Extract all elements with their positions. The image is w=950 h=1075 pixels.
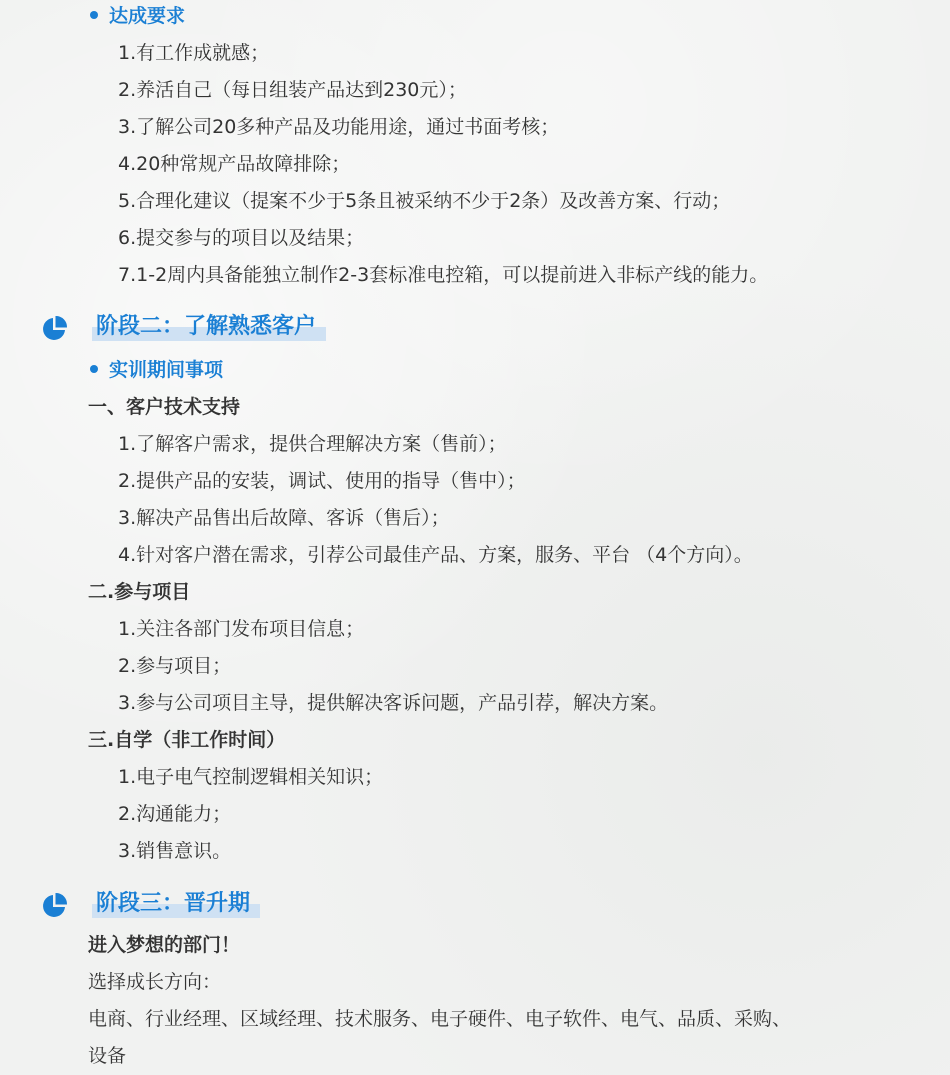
- dot-bullet-icon: [90, 11, 98, 19]
- group-heading: 三.自学（非工作时间）: [88, 729, 286, 751]
- section1-bullet-heading: 达成要求: [90, 3, 185, 29]
- list-item: 2.养活自己（每日组装产品达到230元）；: [118, 79, 467, 101]
- group-heading: 二.参与项目: [88, 581, 191, 603]
- list-item: 2.参与项目；: [118, 655, 232, 677]
- list-item: 3.了解公司20多种产品及功能用途，通过书面考核；: [118, 116, 560, 138]
- list-item: 1.电子电气控制逻辑相关知识；: [118, 766, 384, 788]
- stage3-directions-line1: 电商、行业经理、区域经理、技术服务、电子硬件、电子软件、电气、品质、采购、: [88, 1008, 792, 1030]
- list-item: 2.沟通能力；: [118, 803, 232, 825]
- stage3-directions-line2: 设备: [88, 1045, 127, 1067]
- list-item: 2.提供产品的安装，调试、使用的指导（售中）；: [118, 470, 526, 492]
- stage3-intro: 选择成长方向：: [88, 971, 222, 993]
- pie-chart-icon: [40, 315, 68, 343]
- list-item: 1.了解客户需求，提供合理解决方案（售前）；: [118, 433, 507, 455]
- list-item: 3.解决产品售出后故障、客诉（售后）；: [118, 507, 450, 529]
- stage3-title-wrap: [92, 889, 260, 919]
- stage3-heading: 进入梦想的部门！: [88, 934, 241, 956]
- group-heading: 一、客户技术支持: [88, 396, 241, 418]
- dot-bullet-icon: [90, 365, 98, 373]
- stage2-bullet-heading: 实训期间事项: [90, 357, 223, 383]
- stage2-title: 阶段二：了解熟悉客户: [96, 314, 317, 339]
- list-item: 7.1-2周内具备能独立制作2-3套标准电控箱，可以提前进入非标产线的能力。: [118, 264, 769, 286]
- list-item: 1.关注各部门发布项目信息；: [118, 618, 365, 640]
- list-item: 4.针对客户潜在需求，引荐公司最佳产品、方案，服务、平台 （4个方向）。: [118, 544, 753, 566]
- list-item: 4.20种常规产品故障排除；: [118, 153, 351, 175]
- stage3-title: 阶段三：晋升期: [96, 891, 251, 916]
- list-item: 5.合理化建议（提案不少于5条且被采纳不少于2条）及改善方案、行动；: [118, 190, 731, 212]
- list-item: 3.销售意识。: [118, 840, 232, 862]
- list-item: 6.提交参与的项目以及结果；: [118, 227, 365, 249]
- pie-chart-icon: [40, 892, 68, 920]
- stage2-title-wrap: [92, 312, 326, 342]
- list-item: 1.有工作成就感；: [118, 42, 270, 64]
- list-item: 3.参与公司项目主导，提供解决客诉问题，产品引荐，解决方案。: [118, 692, 669, 714]
